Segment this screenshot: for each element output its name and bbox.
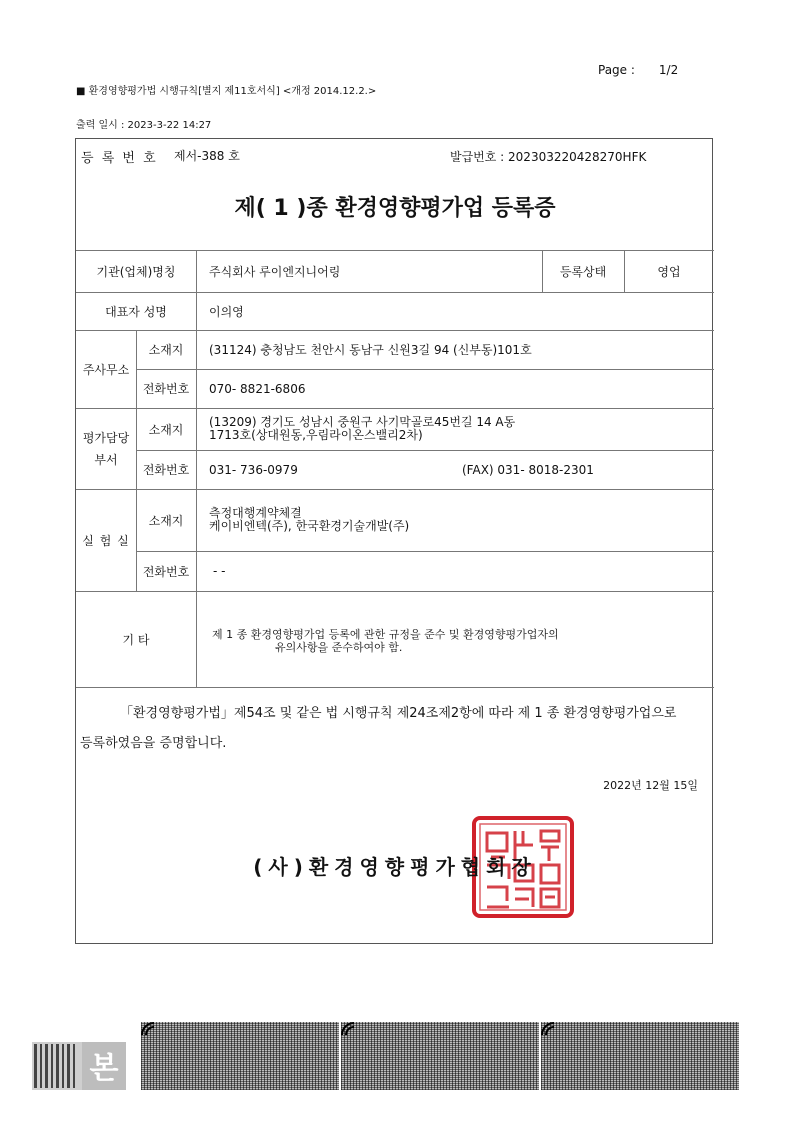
certificate-title: 제( 1 )종 환경영향평가업 등록증	[234, 196, 556, 221]
eia-address	[209, 408, 709, 450]
head-office-address: (31124) 충청남도 천안시 동남구 신원3길 94 (신부동)101호	[209, 343, 532, 357]
form-reference: ■ 환경영향평가법 시행규칙[별지 제11호서식] <개정 2014.12.2.>	[76, 86, 377, 97]
stamp-text: 본	[89, 1051, 119, 1086]
registration-number-label: 등 록 번 호	[81, 151, 158, 166]
remarks-text	[212, 628, 708, 654]
barcode-corner-mark	[141, 1022, 155, 1036]
remarks-label: 기 타	[122, 632, 150, 647]
eia-address-line1: (13209) 경기도 성남시 중원구 사기막골로45번길 14 A동	[209, 415, 516, 429]
laboratory-address-line1: 측정대행계약체결	[209, 506, 302, 520]
remarks-line1: 제 1 종 환경영향평가업 등록에 관한 규정을 준수 및 환경영향평가업자의	[212, 628, 559, 641]
verification-barcode	[341, 1022, 539, 1090]
laboratory-address	[209, 489, 709, 551]
original-stamp	[32, 1042, 126, 1090]
issue-number: 발급번호 : 202303220428270HFK	[450, 150, 647, 164]
table-line	[76, 687, 714, 688]
verification-barcode	[141, 1022, 339, 1090]
company-name: 주식회사 루이엔지니어링	[209, 264, 341, 279]
head-office-phone: 070- 8821-6806	[209, 381, 306, 396]
page-value: 1/2	[658, 63, 679, 77]
page-number	[598, 63, 678, 77]
representative-label: 대표자 성명	[105, 304, 167, 319]
eia-address-label: 소재지	[148, 422, 184, 437]
verification-barcode	[541, 1022, 739, 1090]
issue-date: 2022년 12월 15일	[603, 779, 698, 792]
company-name-label: 기관(업체)명칭	[96, 264, 176, 279]
laboratory-address-line2: 케이비엔텍(주), 한국환경기술개발(주)	[209, 519, 410, 533]
eia-phone-label: 전화번호	[142, 463, 190, 477]
remarks-line2: 유의사항을 준수하여야 함.	[275, 641, 403, 654]
eia-address-line2: 1713호(상대원동,우림라이온스밸리2차)	[209, 428, 423, 442]
representative-name: 이의영	[209, 304, 244, 319]
registration-number: 제서-388 호	[174, 149, 240, 163]
eia-phone: 031- 736-0979	[209, 462, 298, 477]
head-office-phone-label: 전화번호	[142, 382, 190, 396]
laboratory-phone: - -	[213, 564, 226, 578]
certification-statement	[80, 699, 712, 759]
statement-line2: 등록하였음을 증명합니다.	[80, 736, 227, 751]
laboratory-phone-label: 전화번호	[142, 564, 190, 579]
head-office-address-label: 소재지	[148, 343, 184, 357]
registration-certificate	[75, 138, 713, 944]
barcode-corner-mark	[341, 1022, 355, 1036]
registration-status: 영업	[657, 264, 681, 279]
page-label: Page :	[598, 63, 635, 77]
table-line	[196, 591, 197, 687]
laboratory-address-label: 소재지	[148, 513, 184, 528]
signatory: (사)환경영향평가협회장	[253, 855, 537, 879]
statement-line1: 「환경영향평가법」제54조 및 같은 법 시행규칙 제24조제2항에 따라 제 1 종 환경영향평가업으로	[120, 706, 677, 721]
head-office-label: 주사무소	[82, 362, 130, 377]
eia-department-label-line2: 부서	[94, 452, 118, 467]
eia-fax: (FAX) 031- 8018-2301	[462, 462, 594, 477]
registration-status-label: 등록상태	[559, 264, 607, 279]
eia-department-label-line1: 평가담당	[82, 430, 130, 445]
table-line	[196, 250, 197, 330]
laboratory-label: 실 험 실	[82, 533, 130, 548]
barcode-corner-mark	[541, 1022, 555, 1036]
eia-department-label	[76, 408, 136, 489]
print-time: 출력 일시 : 2023-3-22 14:27	[76, 120, 212, 131]
table-line	[196, 330, 197, 591]
